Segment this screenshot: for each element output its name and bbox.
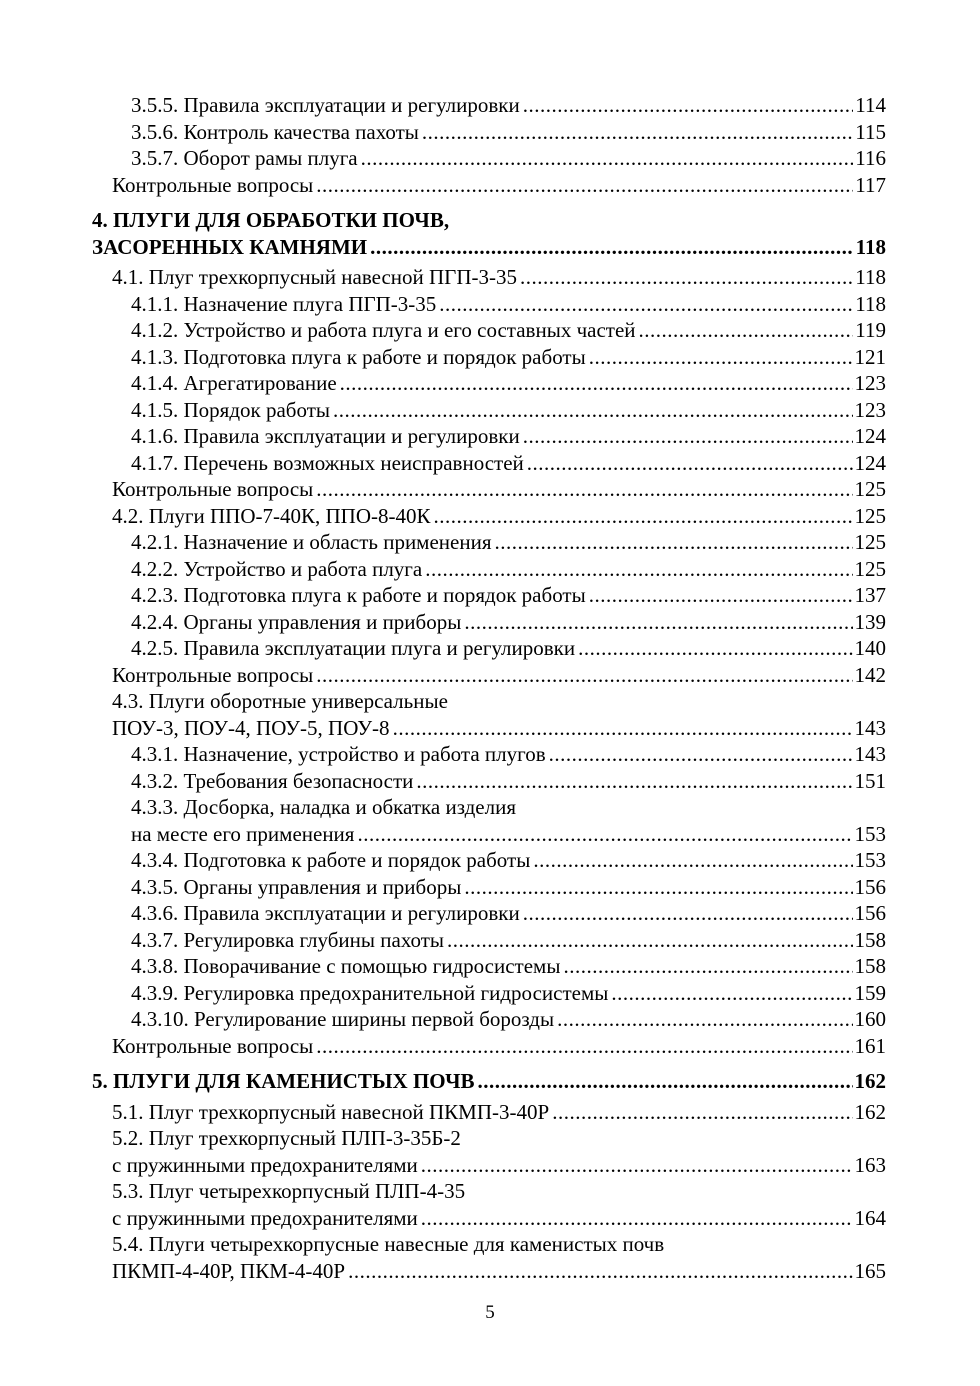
- toc-entry-title: 4.1.2. Устройство и работа плуга и его составных частей: [131, 318, 636, 342]
- toc-entry-title: 5. ПЛУГИ ДЛЯ КАМЕНИСТЫХ ПОЧВ: [92, 1069, 475, 1093]
- toc-entry: [112, 476, 886, 503]
- toc-dot-leader: [433, 503, 852, 530]
- toc-entry-page: 114: [855, 93, 886, 117]
- toc-entry-page: 162: [854, 1069, 886, 1093]
- toc-entry: [131, 980, 886, 1007]
- toc-entry-title: 4.3.9. Регулировка предохранительной гидросистемы: [131, 980, 609, 1005]
- toc-entry-title: 4.2.2. Устройство и работа плуга: [131, 556, 423, 581]
- toc-entry: [112, 1258, 886, 1285]
- toc-entry-page: 137: [854, 583, 886, 607]
- toc-entry-page: 115: [855, 119, 886, 144]
- toc-entry-title: 5.1. Плуг трехкорпусный навесной ПКМП-3-40Р: [112, 1099, 550, 1124]
- toc-entry-page: 118: [855, 291, 886, 316]
- toc-entry: [112, 172, 886, 199]
- toc-dot-leader: [533, 847, 852, 874]
- toc-entry: [131, 794, 886, 821]
- table-of-contents: [0, 92, 980, 1284]
- toc-entry-title: 4.1.3. Подготовка плуга к работе и порядок работы: [131, 344, 586, 369]
- toc-dot-leader: [361, 145, 854, 172]
- toc-entry-title: 4.3.2. Требования безопасности: [131, 768, 414, 793]
- toc-entry: [131, 423, 886, 450]
- toc-entry-page: 156: [854, 874, 886, 899]
- toc-entry-title: 4.3.1. Назначение, устройство и работа плугов: [131, 742, 546, 766]
- toc-dot-leader: [557, 1006, 852, 1033]
- toc-entry: [131, 874, 886, 901]
- toc-dot-leader: [316, 662, 852, 689]
- toc-entry-page: 121: [854, 344, 886, 369]
- toc-entry-title: 4.2.4. Органы управления и приборы: [131, 609, 462, 634]
- toc-dot-leader: [316, 476, 852, 503]
- toc-entry-title: с пружинными предохранителями: [112, 1152, 418, 1177]
- toc-entry: [112, 688, 886, 715]
- toc-dot-leader: [549, 741, 853, 768]
- toc-entry: [112, 1125, 886, 1152]
- toc-entry-page: 123: [854, 371, 886, 395]
- toc-dot-leader: [527, 450, 853, 477]
- toc-dot-leader: [316, 1033, 852, 1060]
- toc-dot-leader: [340, 370, 853, 397]
- toc-entry-page: 160: [854, 1007, 886, 1031]
- toc-entry-title: 4.1.1. Назначение плуга ПГП-3-35: [131, 291, 437, 316]
- toc-entry: [131, 529, 886, 556]
- toc-entry-page: 118: [855, 265, 886, 289]
- toc-entry-page: 163: [854, 1152, 886, 1177]
- toc-entry: [131, 450, 886, 477]
- toc-entry: [131, 900, 886, 927]
- toc-dot-leader: [520, 264, 853, 291]
- toc-entry: [131, 582, 886, 609]
- toc-entry-title: 4.3.7. Регулировка глубины пахоты: [131, 927, 445, 952]
- toc-entry-title: 5.2. Плуг трехкорпусный ПЛП-3-35Б-2: [112, 1126, 461, 1150]
- toc-entry-title: Контрольные вопросы: [112, 662, 314, 687]
- toc-entry-title: ПКМП-4-40Р, ПКМ-4-40Р: [112, 1258, 346, 1283]
- toc-dot-leader: [393, 715, 853, 742]
- toc-dot-leader: [421, 1205, 853, 1232]
- toc-entry: [112, 662, 886, 689]
- toc-entry-page: 118: [855, 234, 886, 259]
- toc-entry-title: 3.5.7. Оборот рамы плуга: [131, 146, 358, 170]
- toc-entry: [112, 503, 886, 530]
- toc-entry: [131, 768, 886, 795]
- toc-entry-title: 4.3.6. Правила эксплуатации и регулировки: [131, 901, 520, 925]
- toc-entry-page: 125: [854, 477, 886, 501]
- toc-entry-page: 159: [854, 980, 886, 1005]
- toc-entry-title: 4.3.3. Досборка, наладка и обкатка изделия: [131, 795, 517, 819]
- toc-entry-page: 125: [854, 503, 886, 528]
- toc-entry-page: 158: [854, 954, 886, 978]
- toc-dot-leader: [563, 953, 852, 980]
- toc-entry-page: 124: [854, 424, 886, 448]
- toc-entry-page: 124: [854, 450, 886, 475]
- toc-dot-leader: [348, 1258, 852, 1285]
- toc-entry-title: 4.3.8. Поворачивание с помощью гидросистемы: [131, 954, 561, 978]
- toc-entry: [112, 264, 886, 291]
- toc-dot-leader: [523, 92, 854, 119]
- toc-entry-page: 165: [854, 1258, 886, 1283]
- toc-entry-title: 4.3.10. Регулирование ширины первой борозды: [131, 1007, 555, 1031]
- toc-entry-page: 153: [854, 821, 886, 846]
- toc-entry: [112, 1231, 886, 1258]
- toc-entry-title: 5.3. Плуг четырехкорпусный ПЛП-4-35: [112, 1179, 466, 1203]
- toc-entry-title: 4.1. Плуг трехкорпусный навесной ПГП-3-35: [112, 265, 517, 289]
- toc-entry-page: 164: [854, 1205, 886, 1230]
- toc-dot-leader: [611, 980, 852, 1007]
- toc-entry-title: 4.2.3. Подготовка плуга к работе и порядок работы: [131, 583, 586, 607]
- toc-dot-leader: [425, 556, 852, 583]
- toc-entry-title: 4.1.5. Порядок работы: [131, 397, 330, 422]
- toc-entry-title: 4.2.5. Правила эксплуатации плуга и регулировки: [131, 636, 576, 660]
- toc-entry-page: 162: [854, 1099, 886, 1124]
- toc-entry: [131, 92, 886, 119]
- toc-entry: [112, 1099, 886, 1126]
- toc-dot-leader: [578, 635, 852, 662]
- toc-entry-page: 142: [854, 662, 886, 687]
- toc-dot-leader: [478, 1068, 853, 1095]
- toc-entry: [112, 1178, 886, 1205]
- toc-entry-page: 158: [854, 927, 886, 952]
- toc-dot-leader: [589, 582, 853, 609]
- toc-entry: [131, 397, 886, 424]
- toc-entry: [112, 1033, 886, 1060]
- toc-entry: [131, 556, 886, 583]
- toc-entry-title: 4. ПЛУГИ ДЛЯ ОБРАБОТКИ ПОЧВ,: [92, 208, 450, 232]
- toc-entry: [131, 635, 886, 662]
- toc-entry-title: 4.3. Плуги оборотные универсальные: [112, 689, 448, 713]
- toc-dot-leader: [439, 291, 853, 318]
- toc-entry: [112, 715, 886, 742]
- toc-dot-leader: [316, 172, 853, 199]
- toc-dot-leader: [552, 1099, 852, 1126]
- toc-entry-page: 143: [854, 742, 886, 766]
- toc-entry: [131, 741, 886, 768]
- toc-dot-leader: [495, 529, 853, 556]
- toc-entry: [131, 317, 886, 344]
- toc-entry-page: 119: [855, 318, 886, 342]
- toc-entry-page: 140: [854, 636, 886, 660]
- toc-entry-title: 4.1.7. Перечень возможных неисправностей: [131, 450, 524, 475]
- toc-entry: [131, 291, 886, 318]
- toc-dot-leader: [523, 900, 853, 927]
- toc-entry-page: 153: [854, 848, 886, 872]
- toc-entry-page: 143: [854, 715, 886, 740]
- toc-entry-page: 123: [854, 397, 886, 422]
- toc-entry-title: 4.1.4. Агрегатирование: [131, 371, 337, 395]
- toc-entry: [131, 119, 886, 146]
- toc-entry-title: ЗАСОРЕННЫХ КАМНЯМИ: [92, 234, 368, 259]
- toc-dot-leader: [422, 119, 853, 146]
- toc-entry: [112, 1152, 886, 1179]
- toc-entry-title: 4.1.6. Правила эксплуатации и регулировки: [131, 424, 520, 448]
- toc-dot-leader: [639, 317, 854, 344]
- toc-entry: [131, 821, 886, 848]
- toc-entry-page: 139: [854, 609, 886, 634]
- toc-dot-leader: [464, 609, 852, 636]
- toc-entry-page: 161: [854, 1033, 886, 1058]
- toc-dot-leader: [464, 874, 852, 901]
- toc-entry-page: 151: [854, 768, 886, 793]
- toc-dot-leader: [447, 927, 852, 954]
- toc-entry: [131, 370, 886, 397]
- toc-entry-title: ПОУ-3, ПОУ-4, ПОУ-5, ПОУ-8: [112, 715, 390, 740]
- toc-entry-title: с пружинными предохранителями: [112, 1205, 418, 1230]
- toc-entry: [131, 953, 886, 980]
- toc-entry-page: 125: [854, 556, 886, 581]
- toc-entry: [131, 344, 886, 371]
- toc-dot-leader: [421, 1152, 853, 1179]
- toc-entry-title: 4.3.5. Органы управления и приборы: [131, 874, 462, 899]
- toc-entry: [131, 1006, 886, 1033]
- toc-entry: [131, 609, 886, 636]
- toc-entry-title: 3.5.6. Контроль качества пахоты: [131, 119, 419, 144]
- toc-entry-title: Контрольные вопросы: [112, 1033, 314, 1058]
- toc-chapter-heading: [92, 234, 886, 261]
- toc-entry-title: Контрольные вопросы: [112, 477, 314, 501]
- toc-entry-page: 116: [855, 146, 886, 170]
- toc-entry-title: 4.2.1. Назначение и область применения: [131, 530, 492, 554]
- toc-chapter-heading: [92, 207, 886, 234]
- toc-entry-page: 125: [854, 530, 886, 554]
- toc-entry: [131, 927, 886, 954]
- toc-entry-page: 156: [854, 901, 886, 925]
- toc-dot-leader: [333, 397, 853, 424]
- toc-entry-title: 4.2. Плуги ППО-7-40К, ППО-8-40К: [112, 503, 431, 528]
- toc-dot-leader: [416, 768, 852, 795]
- toc-dot-leader: [523, 423, 853, 450]
- toc-dot-leader: [370, 234, 854, 261]
- toc-entry-title: 5.4. Плуги четырехкорпусные навесные для каменистых почв: [112, 1232, 665, 1256]
- toc-entry-page: 117: [855, 172, 886, 197]
- toc-entry: [131, 145, 886, 172]
- toc-entry-title: 4.3.4. Подготовка к работе и порядок работы: [131, 848, 531, 872]
- toc-entry-title: Контрольные вопросы: [112, 172, 314, 197]
- toc-entry: [112, 1205, 886, 1232]
- toc-entry: [131, 847, 886, 874]
- toc-dot-leader: [589, 344, 853, 371]
- toc-entry-title: на месте его применения: [131, 821, 355, 846]
- page-number: 5: [485, 1302, 495, 1323]
- toc-dot-leader: [357, 821, 852, 848]
- toc-chapter-heading: [92, 1068, 886, 1095]
- toc-entry-title: 3.5.5. Правила эксплуатации и регулировки: [131, 93, 520, 117]
